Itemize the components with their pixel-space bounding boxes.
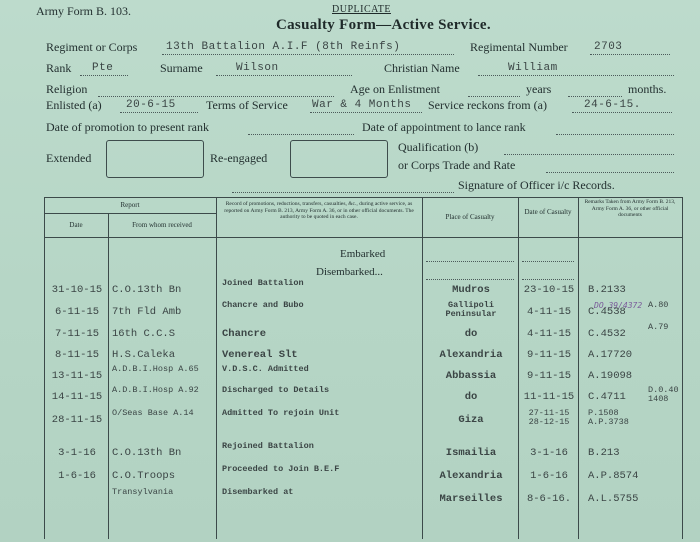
cell-record: Proceeded to Join B.E.F: [222, 464, 340, 474]
enlisted-line: [120, 112, 198, 113]
service-reckons-line: [572, 112, 672, 113]
cell-date: 31-10-15: [51, 284, 103, 296]
re-engaged-box: [290, 140, 388, 178]
embarked-date-line: [522, 261, 574, 262]
re-engaged-label: Re-engaged: [210, 151, 268, 165]
table-top-rule: [44, 197, 682, 198]
regimental-number-line: [590, 54, 670, 55]
cell-from: C.O.13th Bn: [112, 284, 182, 296]
enlisted-value: 20-6-15: [126, 99, 176, 111]
cell-cdate: 4-11-15: [526, 328, 572, 340]
regiment-line: [162, 54, 454, 55]
regiment-label: Regiment or Corps: [46, 40, 138, 54]
corps-trade-line: [546, 172, 674, 173]
surname-line: [216, 75, 352, 76]
qualification-label: Qualification (b): [398, 140, 479, 154]
cell-remarks: B.2133: [588, 284, 626, 296]
report-subrule: [44, 213, 216, 214]
cell-place: do: [464, 391, 478, 403]
promotion-label: Date of promotion to present rank: [46, 120, 209, 134]
cell-from: O/Seas Base A.14: [112, 408, 194, 418]
table-header-rule: [44, 237, 682, 238]
embarked-label: Embarked: [340, 248, 386, 260]
surname-label: Surname: [160, 61, 203, 75]
cell-record: Rejoined Battalion: [222, 441, 314, 451]
cell-place: Giza: [458, 414, 484, 426]
religion-line: [98, 96, 334, 97]
header-report: Report: [120, 201, 140, 209]
cell-record: Admitted To rejoin Unit: [222, 408, 340, 418]
cell-record: Chancre: [222, 328, 267, 340]
disembarked-date-line: [522, 279, 574, 280]
extended-box: [106, 140, 204, 178]
cell-place: Mudros: [452, 284, 490, 296]
signature-line: [232, 192, 454, 193]
surname-value: Wilson: [236, 62, 279, 74]
months-label: months.: [628, 82, 667, 96]
header-from-whom: From whom received: [132, 221, 192, 229]
cell-from: 7th Fld Amb: [112, 306, 182, 318]
col-line-3: [422, 197, 423, 539]
cell-date: 7-11-15: [54, 328, 100, 340]
cell-date: 13-11-15: [51, 370, 103, 382]
cell-cdate: 11-11-15: [523, 391, 575, 403]
cell-remarks: C.4711: [588, 391, 626, 403]
age-label: Age on Enlistment: [350, 82, 440, 96]
header-date: Date: [69, 221, 83, 229]
terms-line: [310, 112, 422, 113]
years-line: [468, 96, 520, 97]
religion-label: Religion: [46, 82, 88, 96]
header-place: Place of Casualty: [445, 213, 495, 221]
terms-label: Terms of Service: [206, 98, 288, 112]
cell-place: Alexandria: [439, 349, 503, 361]
cell-place: Gallipoli Peninsular: [445, 300, 497, 319]
cell-remarks: A.17720: [588, 349, 633, 361]
cell-date: 8-11-15: [54, 349, 100, 361]
header-remarks: Remarks Taken from Army Form B. 213, Army Form A. 36, or other official documents: [584, 199, 676, 218]
cell-from: 16th C.C.S: [112, 328, 176, 340]
cell-place: do: [464, 328, 478, 340]
cell-remarks: B.213: [588, 447, 620, 459]
qualification-line: [504, 154, 674, 155]
cell-from: A.D.B.I.Hosp A.65: [112, 364, 199, 374]
cell-from: Transylvania: [112, 487, 174, 497]
rank-value: Pte: [92, 62, 114, 74]
lance-line: [556, 134, 674, 135]
cell-record: Disembarked at: [222, 487, 294, 497]
cell-cdate: 23-10-15: [523, 284, 575, 296]
rank-line: [80, 75, 128, 76]
years-label: years: [526, 82, 552, 96]
extended-label: Extended: [46, 151, 92, 165]
terms-value: War & 4 Months: [312, 99, 412, 111]
service-reckons-label: Service reckons from (a): [428, 98, 547, 112]
cell-extra: A.80: [648, 300, 669, 310]
christian-name-label: Christian Name: [384, 61, 460, 75]
rank-label: Rank: [46, 61, 72, 75]
disembarked-label: Disembarked...: [316, 266, 383, 278]
cell-remarks: C.4538: [588, 306, 626, 318]
cell-from: C.O.13th Bn: [112, 447, 182, 459]
enlisted-label: Enlisted (a): [46, 98, 102, 112]
cell-record: Discharged to Details: [222, 385, 330, 395]
cell-place: Marseilles: [439, 493, 503, 505]
corps-trade-label: or Corps Trade and Rate: [398, 158, 516, 172]
col-line-4: [518, 197, 519, 539]
cell-date: 3-1-16: [58, 447, 96, 459]
cell-place: Alexandria: [439, 470, 503, 482]
page-title: Casualty Form—Active Service.: [276, 17, 491, 33]
regiment-value: 13th Battalion A.I.F (8th Reinfs): [166, 41, 401, 53]
embarked-place-line: [426, 261, 514, 262]
cell-remarks: P.1508 A.P.3738: [588, 408, 629, 427]
cell-from: H.S.Caleka: [112, 349, 176, 361]
cell-record: V.D.S.C. Admitted: [222, 364, 309, 374]
months-line: [568, 96, 622, 97]
cell-from: C.O.Troops: [112, 470, 176, 482]
cell-extra: A.79: [648, 322, 669, 332]
cell-record: Joined Battalion: [222, 278, 304, 288]
cell-extra: D.0.40 1408: [648, 385, 679, 404]
cell-date: 14-11-15: [51, 391, 103, 403]
form-id: Army Form B. 103.: [36, 4, 132, 18]
signature-label: Signature of Officer i/c Records.: [458, 178, 615, 192]
cell-date: 28-11-15: [51, 414, 103, 426]
cell-cdate: 9-11-15: [526, 370, 572, 382]
col-line-1: [108, 213, 109, 539]
col-line-2: [216, 197, 217, 539]
cell-cdate: 27-11-15 28-12-15: [528, 408, 570, 427]
promotion-line: [248, 134, 354, 135]
cell-remarks: A.19098: [588, 370, 633, 382]
cell-remarks: A.P.8574: [588, 470, 639, 482]
cell-place: Abbassia: [445, 370, 497, 382]
lance-label: Date of appointment to lance rank: [362, 120, 526, 134]
col-line-5: [578, 197, 579, 539]
col-line-6: [682, 197, 683, 539]
service-reckons-value: 24-6-15.: [584, 99, 641, 111]
regimental-number-label: Regimental Number: [470, 40, 568, 54]
cell-date: 1-6-16: [58, 470, 96, 482]
christian-name-line: [478, 75, 674, 76]
cell-date: 6-11-15: [54, 306, 100, 318]
header-record: Record of promotions, reductions, transfers, casualties, &c., during active service, as reported on Army Form B. 213, Army Form A. 36, or in other official documents. The authority to be quoted in each case.: [224, 201, 414, 220]
col-line-0: [44, 197, 45, 539]
cell-remarks: C.4532: [588, 328, 626, 340]
cell-place: Ismailia: [445, 447, 497, 459]
christian-name-value: William: [508, 62, 558, 74]
cell-cdate: 1-6-16: [530, 470, 568, 482]
header-date-casualty: Date of Casualty: [524, 208, 572, 216]
cell-remarks: A.L.5755: [588, 493, 639, 505]
cell-record: Chancre and Bubo: [222, 300, 304, 310]
cell-cdate: 4-11-15: [526, 306, 572, 318]
cell-record: Venereal Slt: [222, 349, 298, 361]
regimental-number-value: 2703: [594, 41, 623, 53]
cell-cdate: 9-11-15: [526, 349, 572, 361]
cell-cdate: 8-6-16.: [526, 493, 572, 505]
duplicate-stamp: DUPLICATE: [332, 4, 391, 15]
cell-cdate: 3-1-16: [530, 447, 568, 459]
cell-from: A.D.B.I.Hosp A.92: [112, 385, 199, 395]
handwritten-annotation: DO.39/4372: [594, 301, 643, 310]
disembarked-place-line: [426, 279, 514, 280]
